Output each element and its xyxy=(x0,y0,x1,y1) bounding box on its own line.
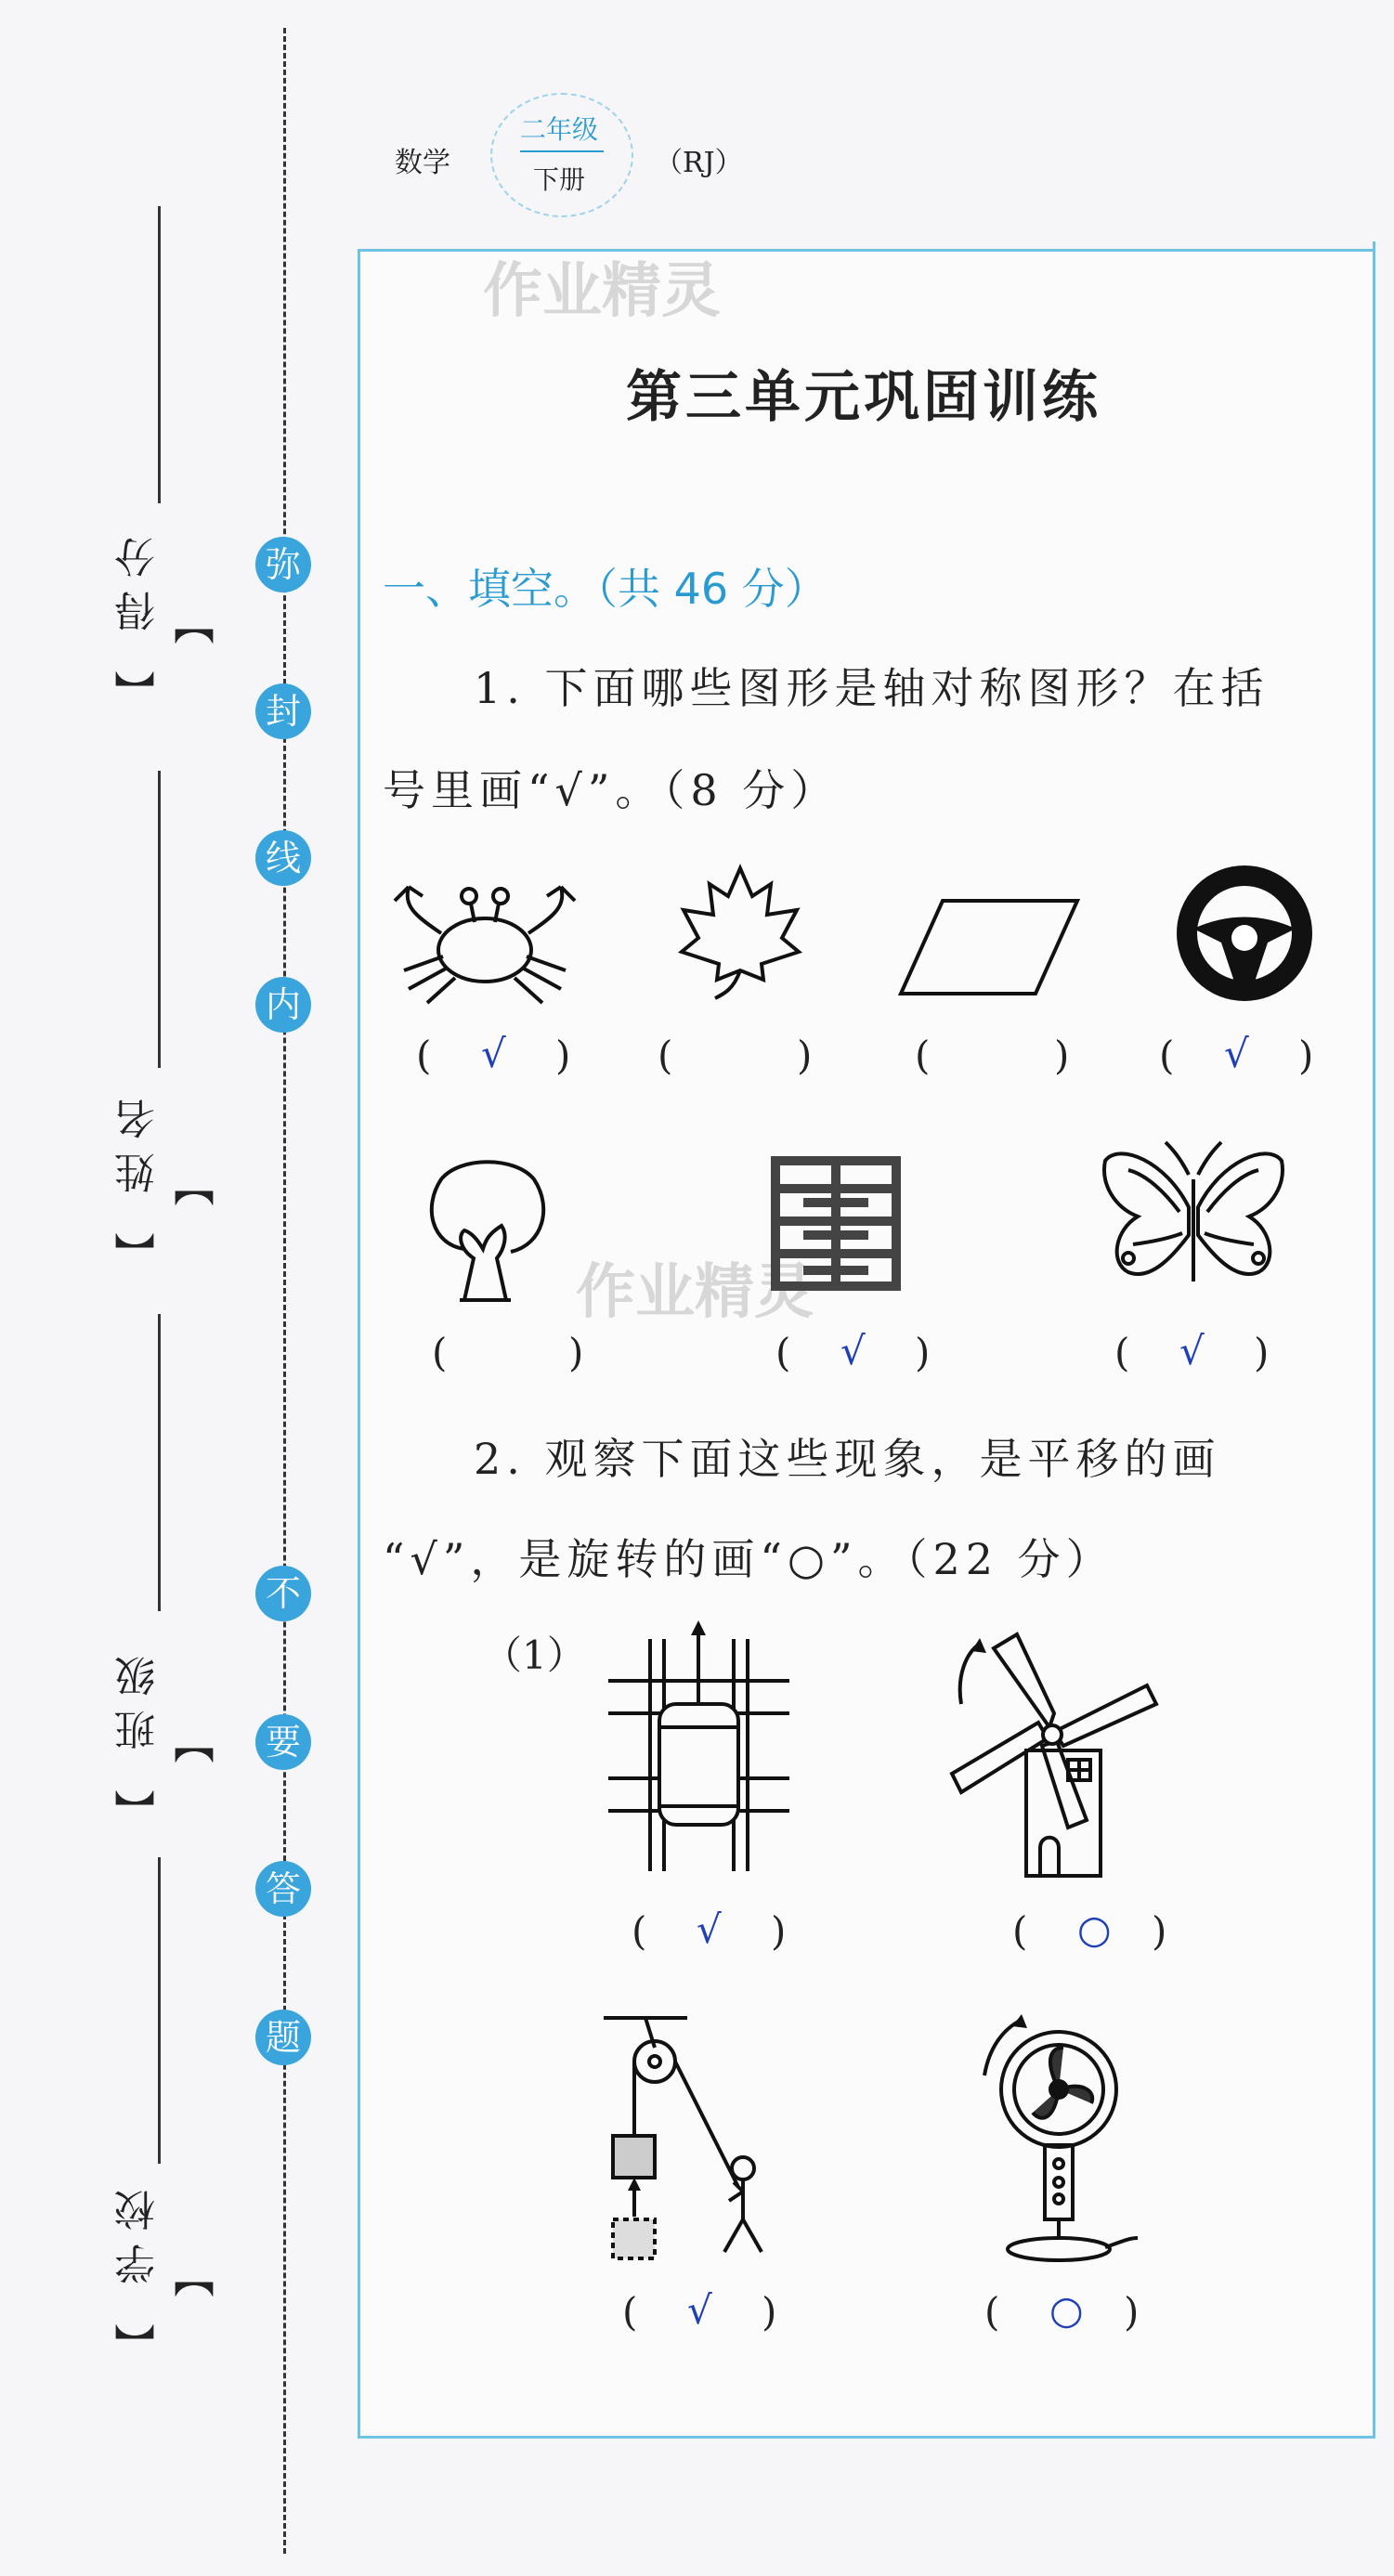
seal-char: 不 xyxy=(255,1566,311,1621)
question-1-text: 1. 下面哪些图形是轴对称图形？在括 xyxy=(474,663,1270,713)
pulley-icon xyxy=(604,2010,789,2261)
fill-line[interactable] xyxy=(158,1314,161,1611)
subject-label: 数学 xyxy=(395,147,450,179)
answer-mark[interactable]: √ xyxy=(697,1906,722,1952)
paren-close: ) xyxy=(1152,1908,1167,1954)
seal-char: 线 xyxy=(255,830,311,886)
paren-close: ) xyxy=(555,1033,571,1078)
answer-mark[interactable]: √ xyxy=(1179,1328,1205,1373)
name-label: 【 姓名 】 xyxy=(115,1086,222,1273)
paren-open: ( xyxy=(432,1330,448,1375)
paren-open: ( xyxy=(658,1033,673,1078)
paren-close: ) xyxy=(771,1908,787,1954)
seal-char: 弥 xyxy=(255,537,311,592)
paren-close: ) xyxy=(568,1330,584,1375)
seal-dashed-line xyxy=(283,28,286,2554)
paren-close: ) xyxy=(797,1033,813,1078)
frame-edge xyxy=(1373,241,1375,2438)
watermark: 作业精灵 xyxy=(483,257,721,326)
steering-wheel-icon xyxy=(1175,864,1314,1003)
answer-mark[interactable]: √ xyxy=(840,1328,866,1373)
grade-label: 二年级 xyxy=(519,114,598,145)
seal-char: 答 xyxy=(255,1861,311,1917)
fill-line[interactable] xyxy=(158,771,161,1068)
fan-icon xyxy=(966,2006,1142,2266)
answer-mark[interactable]: √ xyxy=(481,1031,506,1076)
page-title: 第三单元巩固训练 xyxy=(626,365,1101,430)
score-label: 【 得分 】 xyxy=(115,524,222,711)
seal-char: 内 xyxy=(255,977,311,1033)
class-label: 【 班级 】 xyxy=(115,1643,222,1830)
section-heading: 一、填空。（共 46 分） xyxy=(383,564,827,614)
fill-line[interactable] xyxy=(158,206,161,503)
paren-open: ( xyxy=(775,1330,791,1375)
question-2-text: 2. 观察下面这些现象，是平移的画 xyxy=(474,1434,1221,1484)
parallelogram-icon xyxy=(896,896,1082,998)
elevator-icon xyxy=(608,1620,789,1871)
paren-close: ) xyxy=(915,1330,931,1375)
fill-line[interactable] xyxy=(158,1857,161,2164)
edition-label: （RJ） xyxy=(655,147,743,179)
paren-close: ) xyxy=(1298,1033,1314,1078)
paren-close: ) xyxy=(1054,1033,1070,1078)
paren-open: ( xyxy=(622,2289,638,2335)
question-1-text: 号里画“√”。（8 分） xyxy=(383,765,840,815)
answer-mark[interactable]: ○ xyxy=(1049,2287,1084,2333)
paren-open: ( xyxy=(1159,1033,1175,1078)
paren-open: ( xyxy=(915,1033,931,1078)
paren-open: ( xyxy=(1012,1908,1028,1954)
double-happiness-icon xyxy=(766,1151,905,1295)
answer-mark[interactable]: √ xyxy=(687,2287,712,2333)
volume-label: 下册 xyxy=(532,164,585,195)
maple-leaf-icon xyxy=(678,864,803,1003)
seal-char: 题 xyxy=(255,2010,311,2065)
butterfly-icon xyxy=(1101,1142,1286,1305)
paren-open: ( xyxy=(632,1908,647,1954)
answer-mark[interactable]: ○ xyxy=(1077,1906,1112,1952)
paren-open: ( xyxy=(416,1033,432,1078)
paren-open: ( xyxy=(1114,1330,1130,1375)
answer-mark[interactable]: √ xyxy=(1224,1031,1249,1076)
paren-close: ) xyxy=(762,2289,777,2335)
windmill-icon xyxy=(938,1625,1161,1880)
paren-open: ( xyxy=(984,2289,1000,2335)
question-2-text: “√”，是旋转的画“○”。（22 分） xyxy=(383,1534,1114,1584)
paren-close: ) xyxy=(1254,1330,1270,1375)
grade-divider xyxy=(520,150,604,152)
watermark: 作业精灵 xyxy=(576,1258,814,1327)
sub-question-label: （1） xyxy=(483,1633,586,1678)
crab-icon xyxy=(385,868,585,1008)
seal-char: 要 xyxy=(255,1714,311,1770)
seal-char: 封 xyxy=(255,683,311,739)
paren-close: ) xyxy=(1124,2289,1140,2335)
tree-icon xyxy=(423,1151,553,1305)
school-label: 【 学校 】 xyxy=(115,2177,222,2364)
